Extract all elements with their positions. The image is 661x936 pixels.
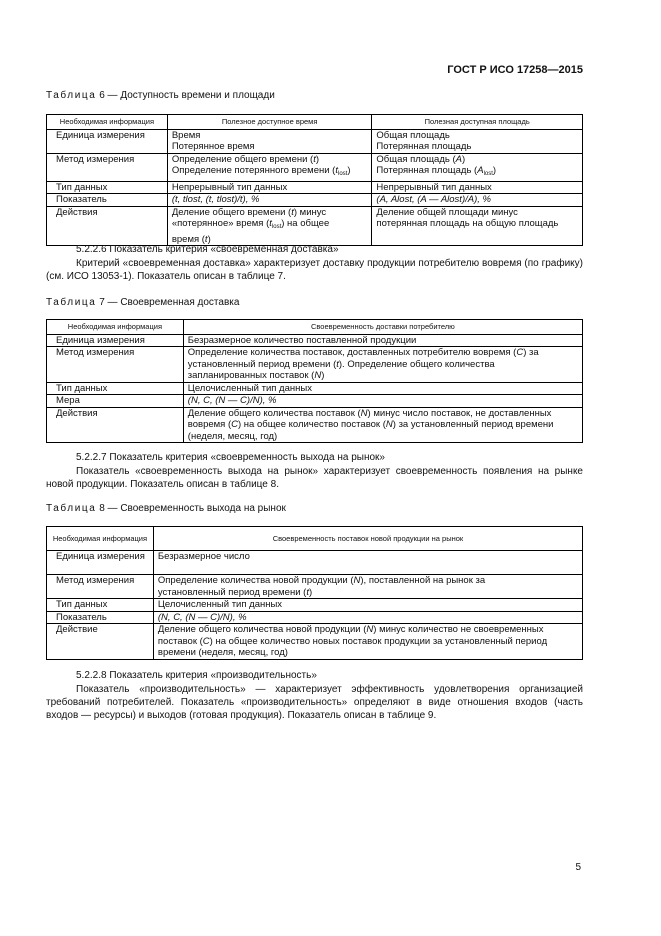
row-label: Единица измерения <box>47 551 154 575</box>
table-row <box>47 575 583 599</box>
table-row <box>47 181 583 194</box>
cell-line: вовремя (C) на общее количество поставок (N) за установленный период времени <box>187 419 554 430</box>
table-cell <box>167 153 372 181</box>
table-row <box>47 347 583 383</box>
row-label: Единица измерения <box>47 334 184 347</box>
cell-line: поставок (C) на общее количество новых поставок продукции за установленный период <box>157 635 548 647</box>
table-header-row <box>47 527 583 551</box>
table-cell: Безразмерное количество поставленной продукции <box>183 334 582 347</box>
cell-line: Потерянная площадь $(A_{lost})$ <box>376 165 497 177</box>
caption-word: Таблица <box>46 90 97 101</box>
table-cell: Целочисленный тип данных <box>183 382 582 395</box>
table-row <box>47 624 583 660</box>
table-row <box>47 334 583 347</box>
table-row <box>47 129 583 153</box>
table-6 <box>46 114 583 246</box>
table-cell <box>183 347 582 383</box>
table-cell <box>372 129 583 153</box>
table-cell: Безразмерное число <box>153 551 582 575</box>
cell-line: установленный период времени (t) <box>157 586 313 598</box>
cell-line: Определение количества поставок, доставленных потребителю вовремя (C) за <box>187 347 539 358</box>
cell-line: Деление общего количества поставок (N) минус число поставок, не доставленных <box>187 407 552 419</box>
table-row <box>47 599 583 612</box>
header-cell: Необходимая информация <box>47 527 154 551</box>
table-cell <box>372 194 583 207</box>
table-6-caption <box>46 90 275 101</box>
row-label: Показатель <box>47 194 168 207</box>
table-header-row <box>47 320 583 335</box>
cell-line: Общая площадь (A) <box>376 153 466 165</box>
cell-line: время (t) <box>171 233 211 245</box>
table-8 <box>46 526 583 660</box>
caption-text: 7 — Своевременная доставка <box>96 297 240 308</box>
header-cell: Необходимая информация <box>47 320 184 335</box>
section-heading: 5.2.2.7 Показатель критерия «своевременность выхода на рынок» <box>76 452 385 463</box>
cell-line: Деление общей площади минус <box>376 206 518 218</box>
row-label: Тип данных <box>47 382 184 395</box>
row-label: Тип данных <box>47 181 168 194</box>
paragraph: Показатель «производительность» — характеризует эффективность удовлетворения организацией требований потребителей. Показатель «производительность» определяют в виде отношения входов (часть входов — ресурсы) и выходов (готовая продукция). Показатель описан в таблице 9. <box>46 684 583 721</box>
row-label: Показатель <box>47 611 154 624</box>
caption-text: 8 — Своевременность выхода на рынок <box>96 503 286 514</box>
row-label: Действия <box>47 206 168 246</box>
cell-line: Определение количества новой продукции (N), поставленной на рынок за <box>157 575 486 586</box>
table-cell <box>372 206 583 246</box>
row-label: Единица измерения <box>47 129 168 153</box>
cell-line: времени (неделя, месяц, год) <box>157 647 288 658</box>
cell-line: запланированных поставок (N) <box>187 370 325 381</box>
cell-line: «потерянное» время $(t_{lost})$ на общее <box>171 218 330 230</box>
header-cell: Необходимая информация <box>47 115 168 130</box>
table-row <box>47 382 583 395</box>
row-label: Метод измерения <box>47 575 154 599</box>
table-cell <box>153 575 582 599</box>
standard-number: ГОСТ Р ИСО 17258—2015 <box>447 64 583 76</box>
table-cell <box>167 194 372 207</box>
cell-line: Деление общего времени (t) минус <box>171 206 327 218</box>
table-cell <box>183 395 582 408</box>
cell-line: Потерянная площадь <box>376 141 472 152</box>
cell-line: Определение общего времени (t) <box>171 153 320 165</box>
header-cell: Полезная доступная площадь <box>372 115 583 130</box>
table-7-caption <box>46 297 239 308</box>
table-cell <box>167 206 372 246</box>
table-cell: Непрерывный тип данных <box>167 181 372 194</box>
table-cell: Непрерывный тип данных <box>372 181 583 194</box>
table-cell <box>183 407 582 443</box>
cell-line: потерянная площадь на общую площадь <box>376 218 559 229</box>
table-7 <box>46 319 583 443</box>
cell-line: (неделя, месяц, год) <box>187 430 278 442</box>
section-heading: 5.2.2.8 Показатель критерия «производительность» <box>76 670 317 681</box>
row-label: Действие <box>47 624 154 660</box>
cell-line: Потерянное время <box>171 141 255 152</box>
table-row <box>47 407 583 443</box>
table-row <box>47 395 583 408</box>
table-cell: Целочисленный тип данных <box>153 599 582 612</box>
table-row <box>47 551 583 575</box>
caption-text: 6 — Доступность времени и площади <box>96 90 275 101</box>
caption-word: Таблица <box>46 503 97 514</box>
table-cell <box>153 624 582 660</box>
paragraph: Показатель «своевременность выхода на рынок» характеризует своевременность появления на рынке новой продукции. Показатель описан в таблице 8. <box>46 466 583 490</box>
formula: (N, C, (N — C)/N), % <box>187 395 277 406</box>
formula: (N, C, (N — C)/N), % <box>157 611 247 623</box>
cell-line: установленный период времени (t). Определение общего количества <box>187 358 495 370</box>
table-cell <box>167 129 372 153</box>
table-cell <box>372 153 583 181</box>
page-number: 5 <box>575 862 581 873</box>
header-cell: Своевременность поставок новой продукции на рынок <box>153 527 582 551</box>
row-label: Метод измерения <box>47 153 168 181</box>
row-label: Тип данных <box>47 599 154 612</box>
header-cell: Своевременность доставки потребителю <box>183 320 582 335</box>
table-header-row <box>47 115 583 130</box>
cell-line: Деление общего количества новой продукции (N) минус количество не своевременных <box>157 624 544 635</box>
cell-line: Определение потерянного времени $(t_{lost})$ <box>171 165 351 177</box>
table-row <box>47 153 583 181</box>
formula: (A, Alost, (A — Alost)/A), % <box>376 194 491 205</box>
cell-line: Общая площадь <box>376 129 450 141</box>
section-heading: 5.2.2.6 Показатель критерия «своевременная доставка» <box>76 244 339 255</box>
table-8-caption <box>46 503 286 514</box>
row-label: Метод измерения <box>47 347 184 383</box>
table-row <box>47 206 583 246</box>
paragraph: Критерий «своевременная доставка» характеризует доставку продукции потребителю вовремя (по графику) (см. ИСО 13053-1). Показатель описан в таблице 7. <box>46 258 583 282</box>
table-cell <box>153 611 582 624</box>
row-label: Действия <box>47 407 184 443</box>
formula: (t, tlost, (t, tlost)/t), % <box>171 194 260 205</box>
caption-word: Таблица <box>46 297 97 308</box>
row-label: Мера <box>47 395 184 408</box>
table-row <box>47 194 583 207</box>
header-cell: Полезное доступное время <box>167 115 372 130</box>
table-row <box>47 611 583 624</box>
cell-line: Время <box>171 129 201 141</box>
